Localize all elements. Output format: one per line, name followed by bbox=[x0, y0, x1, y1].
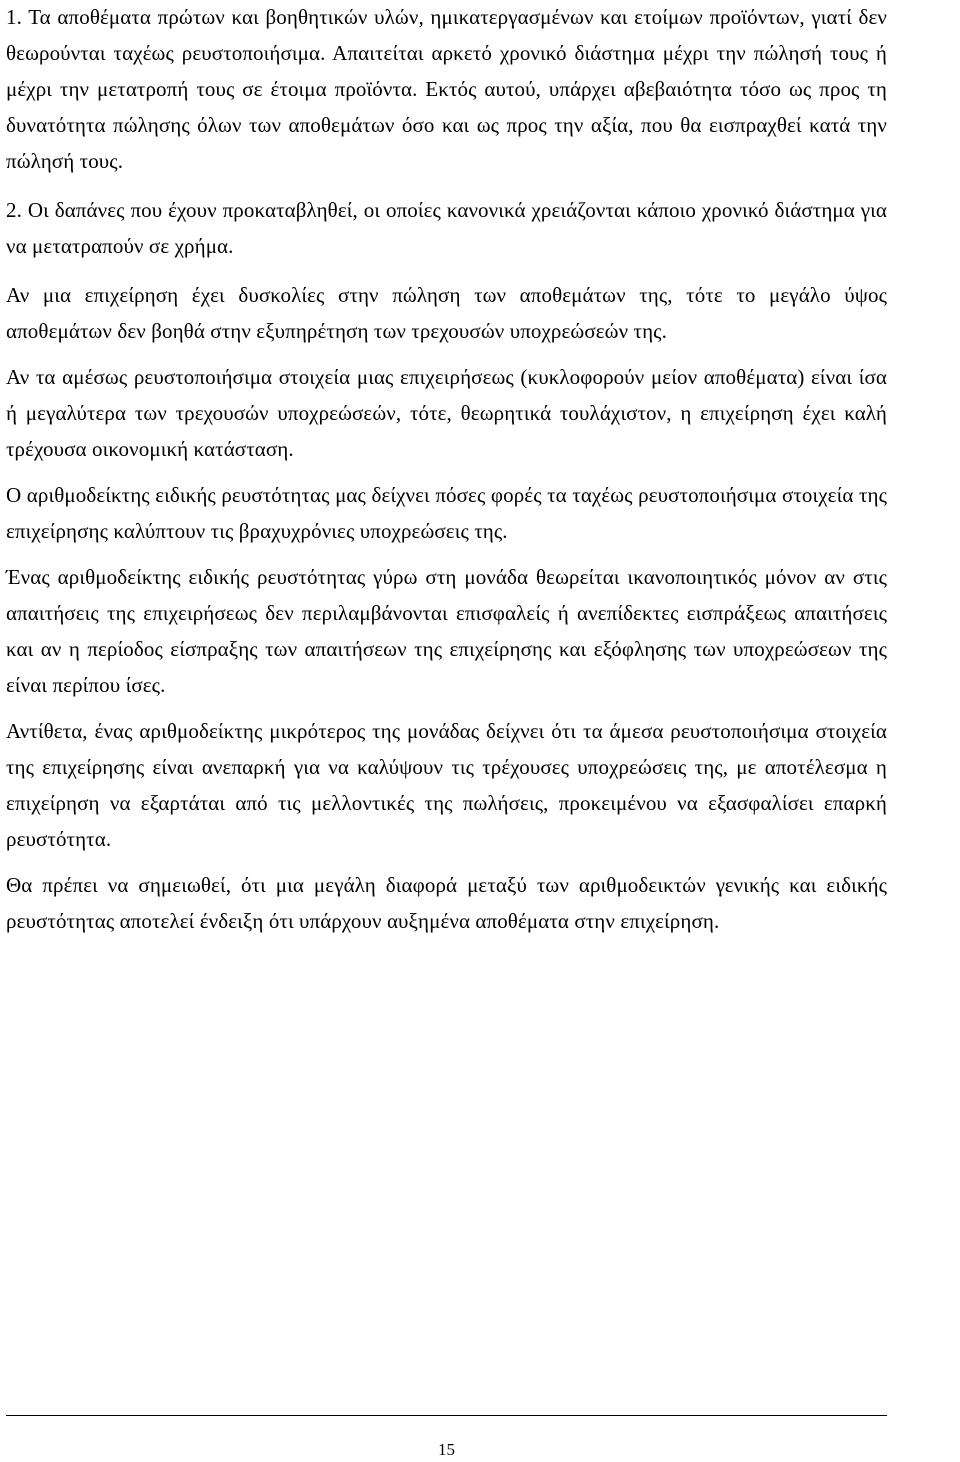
paragraph-item-2: 2. Οι δαπάνες που έχουν προκαταβληθεί, οι οποίες κανονικά χρειάζονται κάποιο χρονικό διάστημα για να μετατραπούν σε χρήμα. bbox=[6, 198, 887, 258]
footer-divider bbox=[6, 1415, 887, 1416]
paragraph: Θα πρέπει να σημειωθεί, ότι μια μεγάλη διαφορά μεταξύ των αριθμοδεικτών γενικής και ειδικής ρευστότητας αποτελεί ένδειξη ότι υπάρχουν αυξημένα αποθέματα στην επιχείρηση. bbox=[6, 873, 887, 933]
paragraph: Αν μια επιχείρηση έχει δυσκολίες στην πώληση των αποθεμάτων της, τότε το μεγάλο ύψος αποθεμάτων δεν βοηθά στην εξυπηρέτηση των τρεχουσών υποχρεώσεών της. bbox=[6, 283, 887, 343]
document-body bbox=[6, 0, 887, 947]
page-number: 15 bbox=[438, 1440, 455, 1459]
paragraph: Αντίθετα, ένας αριθμοδείκτης μικρότερος της μονάδας δείχνει ότι τα άμεσα ρευστοποιήσιμα στοιχεία της επιχείρησης είναι ανεπαρκή για να καλύψουν τις τρέχουσες υποχρεώσεις της, με αποτέλεσμα η επιχείρηση να εξαρτάται από τις μελλοντικές της πωλήσεις, προκειμένου να εξασφαλίσει επαρκή ρευστότητα. bbox=[6, 719, 887, 851]
paragraph-item-1: 1. Τα αποθέματα πρώτων και βοηθητικών υλών, ημικατεργασμένων και ετοίμων προϊόντων, γιατί δεν θεωρούνται ταχέως ρευστοποιήσιμα. Απαιτείται αρκετό χρονικό διάστημα μέχρι την πώλησή τους ή μέχρι την μετατροπή τους σε έτοιμα προϊόντα. Εκτός αυτού, υπάρχει αβεβαιότητα τόσο ως προς τη δυνατότητα πώλησης όλων των αποθεμάτων όσο και ως προς την αξία, που θα εισπραχθεί κατά την πώλησή τους. bbox=[6, 5, 887, 173]
paragraph: Ένας αριθμοδείκτης ειδικής ρευστότητας γύρω στη μονάδα θεωρείται ικανοποιητικός μόνον αν στις απαιτήσεις της επιχειρήσεως δεν περιλαμβάνονται επισφαλείς ή ανεπίδεκτες εισπράξεως απαιτήσεις και αν η περίοδος είσπραξης των απαιτήσεων της επιχείρησης και εξόφλησης των υποχρεώσεων της είναι περίπου ίσες. bbox=[6, 565, 887, 697]
paragraph: Αν τα αμέσως ρευστοποιήσιμα στοιχεία μιας επιχειρήσεως (κυκλοφορούν μείον αποθέματα) είναι ίσα ή μεγαλύτερα των τρεχουσών υποχρεώσεών, τότε, θεωρητικά τουλάχιστον, η επιχείρηση έχει καλή τρέχουσα οικονομική κατάσταση. bbox=[6, 365, 887, 461]
paragraph: Ο αριθμοδείκτης ειδικής ρευστότητας μας δείχνει πόσες φορές τα ταχέως ρευστοποιήσιμα στοιχεία της επιχείρησης καλύπτουν τις βραχυχρόνιες υποχρεώσεις της. bbox=[6, 483, 887, 543]
